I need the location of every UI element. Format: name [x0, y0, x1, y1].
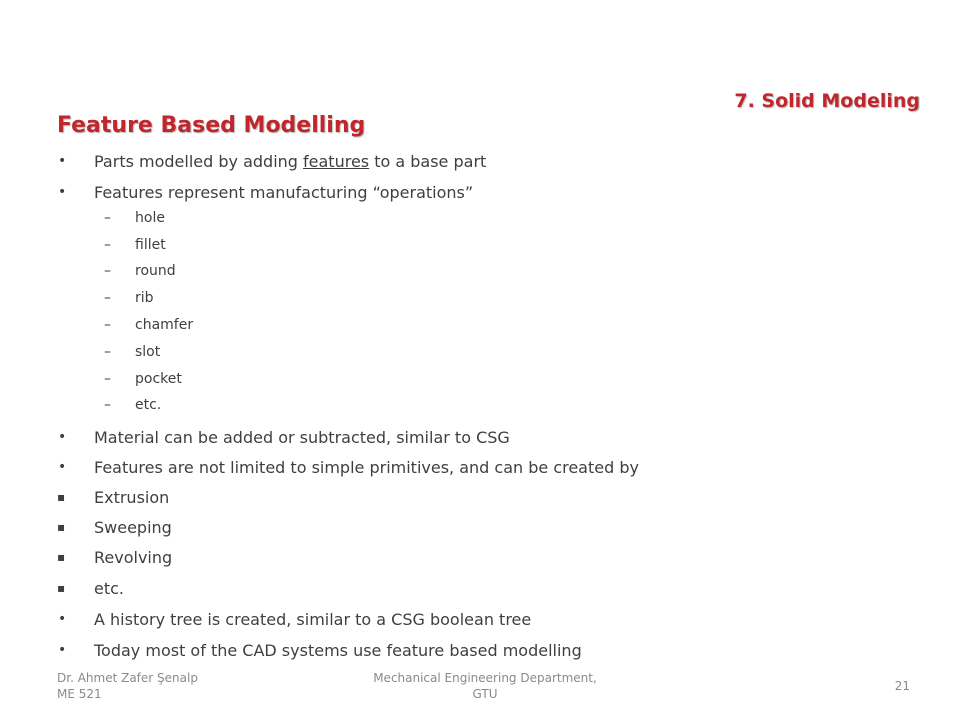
- footer-author: [57, 670, 198, 702]
- sub-item-text: round: [135, 263, 176, 279]
- square-item-text: etc.: [94, 578, 124, 598]
- bullet-text: Material can be added or subtracted, similar to CSG: [94, 427, 510, 447]
- dash-marker: –: [104, 317, 111, 333]
- bullet-text-suffix: to a base part: [369, 151, 487, 171]
- sub-item-text: chamfer: [135, 317, 194, 333]
- square-bullet-icon: ▪: [57, 520, 66, 534]
- square-bullet-icon: ▪: [57, 581, 66, 595]
- sub-item-text: hole: [135, 210, 165, 226]
- bullet-marker: •: [58, 611, 67, 627]
- square-item-text: Extrusion: [94, 487, 170, 507]
- square-item-text: Sweeping: [94, 517, 172, 537]
- footer-course: ME 521: [57, 687, 102, 701]
- dash-marker: –: [104, 237, 111, 253]
- dash-marker: –: [104, 263, 111, 279]
- page-number: 21: [894, 679, 910, 693]
- dash-marker: –: [104, 344, 111, 360]
- sub-item-text: slot: [135, 344, 161, 360]
- sub-item-text: etc.: [135, 397, 162, 413]
- bullet-text: Features are not limited to simple primitives, and can be created by: [94, 457, 639, 477]
- footer-department-line1: Mechanical Engineering Department,: [373, 671, 597, 685]
- bullet-marker: •: [58, 153, 67, 169]
- features-link[interactable]: features: [303, 151, 370, 171]
- dash-marker: –: [104, 210, 111, 226]
- dash-marker: –: [104, 290, 111, 306]
- dash-marker: –: [104, 371, 111, 387]
- sub-item-text: rib: [135, 290, 154, 306]
- bullet-marker: •: [58, 642, 67, 658]
- square-bullet-icon: ▪: [57, 550, 66, 564]
- bullet-marker: •: [58, 459, 67, 475]
- bullet-text: A history tree is created, similar to a CSG boolean tree: [94, 609, 532, 629]
- footer-author-name: Dr. Ahmet Zafer Şenalp: [57, 671, 198, 685]
- square-item-text: Revolving: [94, 547, 173, 567]
- bullet-marker: •: [58, 184, 67, 200]
- bullet-marker: •: [58, 429, 67, 445]
- sub-item-text: pocket: [135, 371, 182, 387]
- page-title: Feature Based Modelling: [57, 113, 366, 138]
- section-title: 7. Solid Modeling: [734, 90, 920, 112]
- bullet-text: [94, 152, 486, 171]
- bullet-text-prefix: Parts modelled by adding: [94, 151, 304, 171]
- bullet-text: Today most of the CAD systems use feature based modelling: [94, 640, 582, 660]
- footer-department: [350, 670, 620, 702]
- square-bullet-icon: ▪: [57, 490, 66, 504]
- bullet-text: Features represent manufacturing “operations”: [94, 182, 474, 202]
- footer-department-line2: GTU: [472, 687, 498, 701]
- dash-marker: –: [104, 397, 111, 413]
- sub-item-text: fillet: [135, 237, 166, 253]
